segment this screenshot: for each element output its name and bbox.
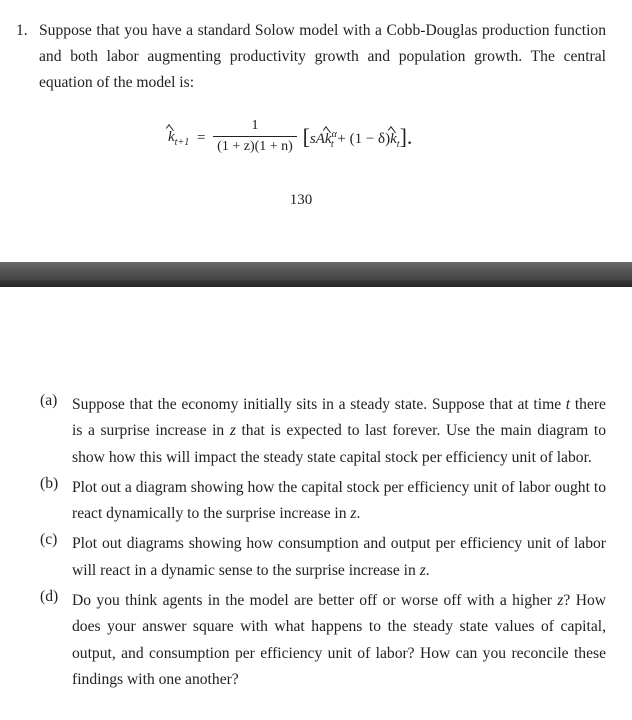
problem-number: 1. [16, 22, 28, 39]
part-a-text-2: there is a surprise increase in [72, 396, 606, 440]
part-c-text-1: Plot out diagrams showing how consumption and output per efficiency unit of labor will react in a dynamic sense to the surprise increase in [72, 535, 606, 579]
part-text [72, 531, 606, 584]
part-c [40, 531, 606, 584]
part-label: (b) [40, 474, 59, 492]
open-bracket: [ [302, 124, 310, 149]
k2-subscript: t [396, 139, 400, 150]
part-a-text-1: Suppose that the economy initially sits in a steady state. Suppose that at time [72, 396, 566, 413]
var-z: z [350, 505, 357, 523]
lhs-subscript: t+1 [174, 137, 190, 148]
page-top [0, 0, 632, 262]
part-text [72, 475, 606, 528]
part-text [72, 392, 606, 471]
part-d-text-1: Do you think agents in the model are better off or worse off with a higher [72, 592, 558, 610]
equation-lhs [168, 129, 189, 148]
part-label: (c) [40, 531, 58, 549]
page-number: 130 [289, 192, 313, 208]
equation-rhs [303, 123, 413, 150]
k-hat-1: k [324, 131, 332, 147]
lhs-k-hat: k [168, 129, 175, 145]
problem-intro: Suppose that you have a standard Solow model with a Cobb-Douglas production function and both labor augmenting productivity growth and population growth. The central equation of the model is: [39, 22, 606, 91]
k-hat-2: k [390, 131, 397, 147]
part-c-text-2: . [425, 561, 430, 579]
part-b [40, 475, 606, 528]
k1-subscript: t [330, 139, 334, 150]
var-z: z [229, 422, 236, 440]
problem-statement [16, 18, 606, 96]
close-bracket: ]. [399, 124, 413, 149]
equals-sign: = [196, 130, 206, 146]
part-b-text-1: Plot out a diagram showing how the capital stock per efficiency unit of labor ought to react dynamically to the surprise increase in [72, 478, 606, 523]
part-a-text-3: that is expected to last forever. Use the main diagram to show how this will impact the steady state capital stock per efficiency unit of labor. [72, 422, 607, 466]
var-z: z [557, 592, 564, 610]
depreciation-term: + (1 − δ) [337, 131, 391, 147]
question-parts [40, 392, 606, 697]
part-text [72, 588, 606, 693]
part-label: (a) [40, 392, 58, 409]
fraction [213, 118, 297, 155]
alpha-exponent: α [331, 129, 337, 140]
var-z: z [419, 561, 426, 579]
part-d-text-2: ? How does your answer square with what happens to the steady state values of capital, output, and consumption per efficiency unit of labor? How can you reconcile these findings with one another? [72, 592, 607, 688]
central-equation [168, 118, 412, 168]
fraction-denominator: (1 + z)(1 + n) [213, 136, 297, 155]
savings-rate-s: s [309, 131, 316, 147]
var-t: t [565, 396, 571, 413]
productivity-A: A [315, 131, 325, 147]
fraction-numerator: 1 [251, 118, 259, 133]
part-b-text-2: . [356, 505, 361, 523]
part-a [40, 392, 606, 471]
page-divider [0, 262, 632, 287]
part-label: (d) [40, 588, 59, 606]
part-d [40, 588, 606, 693]
